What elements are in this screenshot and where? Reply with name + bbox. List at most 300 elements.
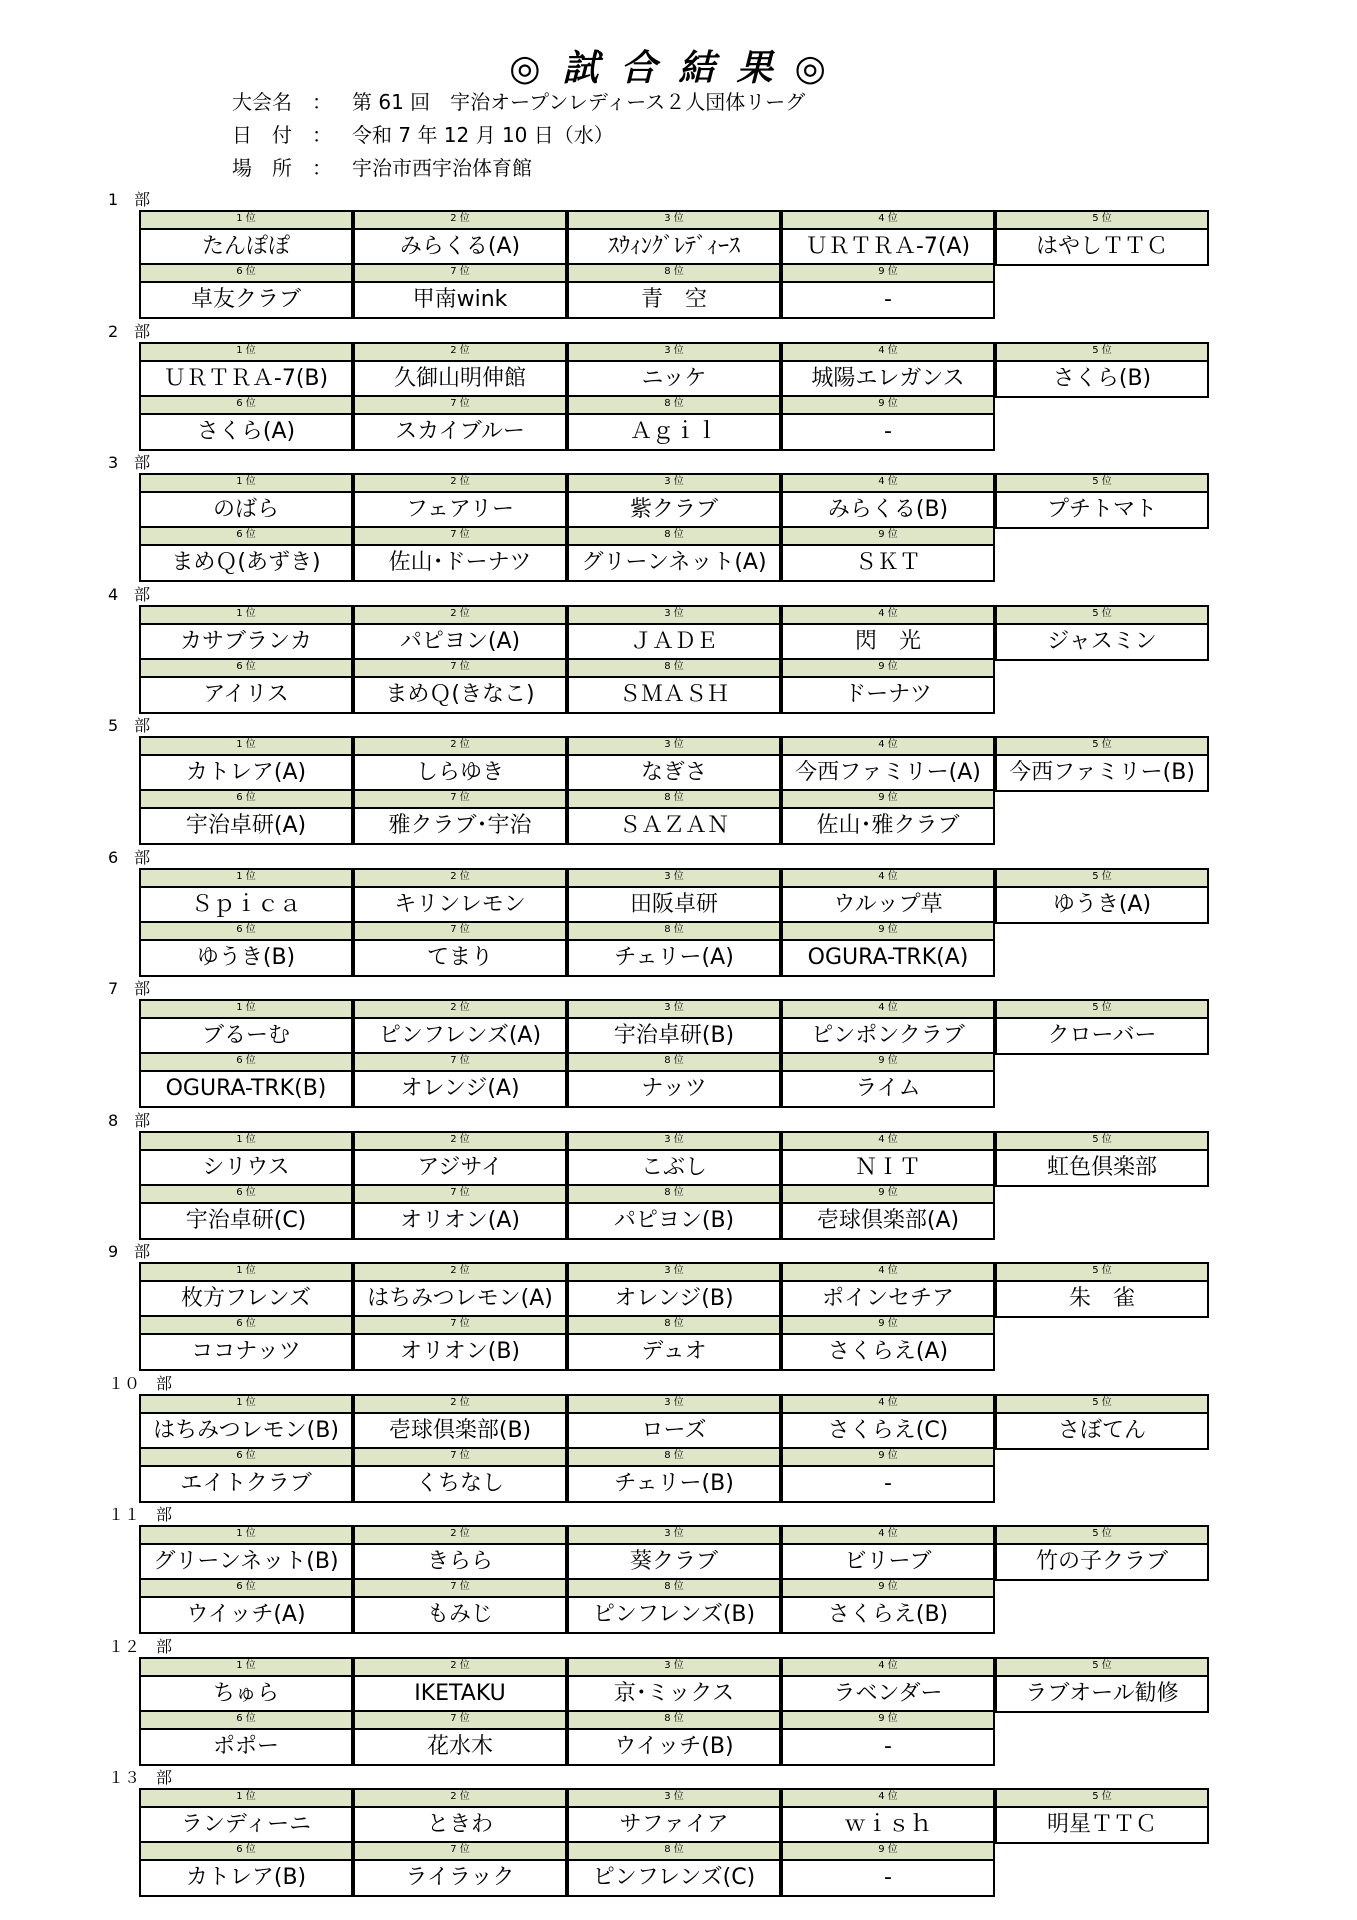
rank-label: 2 位 (355, 738, 565, 756)
team-name: オレンジ(A) (400, 1076, 520, 1101)
team-name: 葵クラブ (629, 1549, 718, 1574)
rank-cell (567, 1131, 781, 1187)
team-name: ウルップ草 (833, 892, 943, 917)
team-name: 京･ミックス (613, 1681, 735, 1706)
team-name: さくら(B) (1052, 366, 1152, 391)
team-name: ジャスミン (1047, 629, 1157, 654)
rank-label: 4 位 (783, 212, 993, 230)
date-label: 日 付 (232, 123, 292, 147)
rank-label: 7 位 (355, 528, 565, 546)
rank-cell (353, 1131, 567, 1187)
rank-cell (353, 1315, 567, 1371)
rank-label: 5 位 (997, 870, 1207, 888)
team-name: はちみつレモン(B) (153, 1418, 339, 1443)
division-label: 8 部 (108, 1111, 151, 1130)
rank-label: 8 位 (569, 1186, 779, 1204)
rank-cell (995, 1525, 1209, 1581)
team-name: ＳＫＴ (854, 550, 921, 575)
team-name: 紫クラブ (629, 497, 718, 522)
rank-cell (567, 526, 781, 582)
rank-cell (781, 1578, 995, 1634)
team-name: オリオン(A) (400, 1208, 520, 1233)
rank-cell (353, 1578, 567, 1634)
rank-cell (567, 1315, 781, 1371)
team-name: ライラック (405, 1865, 515, 1890)
team-name: パピヨン(B) (613, 1208, 735, 1233)
rank-label: 7 位 (355, 1317, 565, 1335)
rank-cell (353, 210, 567, 266)
team-name: プチトマト (1046, 497, 1157, 522)
division-7 (0, 979, 1357, 1110)
rank-cell (995, 1788, 1209, 1844)
rank-label: 4 位 (783, 1790, 993, 1808)
rank-label: 2 位 (355, 870, 565, 888)
rank-cell (567, 1578, 781, 1634)
rank-cell (567, 1394, 781, 1450)
team-name: スカイブルー (395, 419, 525, 444)
rank-label: 9 位 (783, 660, 993, 678)
rank-label: 1 位 (141, 1133, 351, 1151)
colon: ： (312, 123, 332, 147)
team-name: ポポー (212, 1734, 279, 1759)
rank-cell (353, 1841, 567, 1897)
rank-label: 4 位 (783, 1396, 993, 1414)
rank-label: 3 位 (569, 344, 779, 362)
rank-cell (139, 999, 353, 1055)
rank-cell (781, 1788, 995, 1844)
date-value: 令和 7 年 12 月 10 日（水） (352, 123, 614, 147)
team-name: しらゆき (415, 760, 504, 785)
team-name: クローバー (1047, 1023, 1157, 1048)
division-label: １１ 部 (108, 1505, 173, 1524)
rank-label: 9 位 (783, 1054, 993, 1072)
team-name: OGURA-TRK(B) (165, 1076, 327, 1101)
division-1 (0, 190, 1357, 321)
team-name: パピヨン(A) (399, 629, 521, 654)
rank-label: 1 位 (141, 607, 351, 625)
rank-cell (353, 999, 567, 1055)
rank-cell (353, 1710, 567, 1766)
rank-cell (781, 1710, 995, 1766)
tournament-name-value: 第 61 回 宇治オープンレディース２人団体リーグ (352, 90, 806, 114)
rank-label: 6 位 (141, 1054, 351, 1072)
rank-cell (567, 210, 781, 266)
team-name: アジサイ (417, 1155, 503, 1180)
team-name: グリーンネット(A) (581, 550, 767, 575)
rank-label: 8 位 (569, 660, 779, 678)
rank-cell (139, 789, 353, 845)
rank-label: 3 位 (569, 1133, 779, 1151)
rank-label: 9 位 (783, 1449, 993, 1467)
division-label: １０ 部 (108, 1374, 173, 1393)
rank-cell (781, 868, 995, 924)
rank-label: 5 位 (997, 1133, 1207, 1151)
rank-cell (139, 1315, 353, 1371)
rank-label: 6 位 (141, 923, 351, 941)
rank-cell (139, 263, 353, 319)
rank-label: 5 位 (997, 344, 1207, 362)
rank-label: 6 位 (141, 1712, 351, 1730)
division-3 (0, 453, 1357, 584)
rank-cell (139, 1394, 353, 1450)
rank-cell (567, 1052, 781, 1108)
rank-label: 5 位 (997, 475, 1207, 493)
team-name: さくらえ(C) (827, 1418, 949, 1443)
team-name: ウイッチ(B) (614, 1734, 734, 1759)
rank-cell (139, 1131, 353, 1187)
team-name: もみじ (426, 1602, 493, 1627)
team-name: 宇治卓研(C) (185, 1208, 307, 1233)
rank-cell (567, 1788, 781, 1844)
rank-cell (139, 526, 353, 582)
team-name: 佐山･雅クラブ (816, 813, 960, 838)
rank-label: 3 位 (569, 1659, 779, 1677)
page-title: ◎試合結果◎ (509, 48, 848, 89)
venue-value: 宇治市西宇治体育館 (352, 156, 532, 180)
rank-cell (995, 1657, 1209, 1713)
team-name: ライム (855, 1076, 921, 1101)
team-name: 今西ファミリー(B) (1009, 760, 1195, 785)
team-name: 枚方フレンズ (181, 1286, 311, 1311)
team-name: 宇治卓研(B) (613, 1023, 735, 1048)
division-10 (0, 1374, 1357, 1505)
division-11 (0, 1505, 1357, 1636)
team-name: 卓友クラブ (190, 287, 301, 312)
rank-label: 4 位 (783, 607, 993, 625)
rank-label: 8 位 (569, 265, 779, 283)
rank-label: 1 位 (141, 1659, 351, 1677)
rank-label: 5 位 (997, 1264, 1207, 1282)
rank-cell (139, 1184, 353, 1240)
rank-label: 2 位 (355, 344, 565, 362)
rank-cell (353, 736, 567, 792)
rank-cell (139, 658, 353, 714)
division-label: 7 部 (108, 979, 151, 998)
rank-cell (567, 473, 781, 529)
team-name: - (884, 287, 892, 312)
team-name: きらら (426, 1549, 493, 1574)
team-name: チェリー(A) (614, 945, 734, 970)
division-9 (0, 1242, 1357, 1373)
rank-cell (567, 1525, 781, 1581)
rank-cell (781, 921, 995, 977)
rank-label: 4 位 (783, 1001, 993, 1019)
team-name: シリウス (202, 1155, 290, 1180)
team-name: キリンレモン (394, 892, 526, 917)
rank-label: 2 位 (355, 475, 565, 493)
division-2 (0, 322, 1357, 453)
rank-cell (995, 1394, 1209, 1450)
rank-label: 5 位 (997, 1001, 1207, 1019)
rank-cell (567, 342, 781, 398)
team-name: ちゅら (212, 1681, 279, 1706)
team-name: ＪＡＤＥ (629, 629, 718, 654)
rank-cell (139, 1262, 353, 1318)
rank-label: 9 位 (783, 1186, 993, 1204)
rank-cell (781, 789, 995, 845)
team-name: みらくる(A) (399, 234, 521, 259)
rank-label: 8 位 (569, 1580, 779, 1598)
rank-label: 1 位 (141, 1396, 351, 1414)
rank-cell (995, 210, 1209, 266)
team-name: のばら (212, 497, 279, 522)
rank-label: 2 位 (355, 212, 565, 230)
team-name: フェアリー (405, 497, 515, 522)
team-name: 壱球倶楽部(B) (388, 1418, 532, 1443)
team-name: ピンフレンズ(B) (592, 1602, 756, 1627)
team-name: オレンジ(B) (614, 1286, 734, 1311)
rank-label: 3 位 (569, 1001, 779, 1019)
rank-cell (567, 1262, 781, 1318)
rank-label: 3 位 (569, 1790, 779, 1808)
division-label: 3 部 (108, 453, 151, 472)
rank-cell (353, 1262, 567, 1318)
rank-cell (139, 868, 353, 924)
rank-cell (353, 789, 567, 845)
rank-label: 5 位 (997, 1527, 1207, 1545)
rank-cell (995, 868, 1209, 924)
rank-cell (567, 263, 781, 319)
rank-cell (353, 395, 567, 451)
team-name: まめＱ(あずき) (171, 550, 321, 575)
rank-cell (139, 1710, 353, 1766)
rank-cell (353, 1052, 567, 1108)
rank-cell (781, 658, 995, 714)
rank-label: 1 位 (141, 1527, 351, 1545)
rank-label: 8 位 (569, 1449, 779, 1467)
team-name: 佐山･ドーナツ (388, 550, 532, 575)
division-5 (0, 716, 1357, 847)
team-name: ココナッツ (191, 1339, 301, 1364)
rank-label: 3 位 (569, 738, 779, 756)
rank-label: 9 位 (783, 1843, 993, 1861)
team-name: サファイア (619, 1812, 729, 1837)
rank-cell (781, 1394, 995, 1450)
rank-label: 5 位 (997, 1396, 1207, 1414)
team-name: さくら(A) (196, 419, 296, 444)
rank-label: 6 位 (141, 397, 351, 415)
division-label: 1 部 (108, 190, 151, 209)
rank-cell (995, 736, 1209, 792)
rank-cell (353, 1184, 567, 1240)
rank-label: 5 位 (997, 212, 1207, 230)
rank-label: 3 位 (569, 607, 779, 625)
rank-cell (139, 342, 353, 398)
rank-cell (353, 921, 567, 977)
rank-label: 4 位 (783, 344, 993, 362)
division-13 (0, 1768, 1357, 1899)
team-name: - (884, 1734, 892, 1759)
rank-cell (567, 789, 781, 845)
rank-cell (781, 395, 995, 451)
team-name: さくらえ(B) (827, 1602, 949, 1627)
team-name: こぶし (640, 1155, 707, 1180)
rank-label: 4 位 (783, 870, 993, 888)
rank-cell (781, 1657, 995, 1713)
rank-label: 7 位 (355, 1580, 565, 1598)
rank-label: 9 位 (783, 265, 993, 283)
rank-label: 6 位 (141, 265, 351, 283)
rank-cell (781, 605, 995, 661)
rank-cell (353, 263, 567, 319)
team-name: ウイッチ(A) (186, 1602, 306, 1627)
rank-cell (781, 1262, 995, 1318)
division-6 (0, 848, 1357, 979)
team-name: 久御山明伸館 (393, 366, 526, 391)
rank-cell (567, 395, 781, 451)
rank-cell (995, 605, 1209, 661)
rank-label: 8 位 (569, 791, 779, 809)
rank-cell (353, 342, 567, 398)
rank-cell (567, 1841, 781, 1897)
rank-label: 3 位 (569, 212, 779, 230)
team-name: ＵＲＴＲＡ-7(B) (163, 366, 329, 391)
team-name: ＮＩＴ (854, 1155, 921, 1180)
rank-cell (781, 1447, 995, 1503)
team-name: 明星ＴＴＣ (1046, 1812, 1157, 1837)
team-name: アイリス (203, 682, 289, 707)
venue-label: 場 所 (232, 156, 292, 180)
rank-label: 8 位 (569, 923, 779, 941)
division-label: 5 部 (108, 716, 151, 735)
team-name: デュオ (641, 1339, 707, 1364)
rank-label: 1 位 (141, 344, 351, 362)
team-name: はやしＴＴＣ (1035, 234, 1168, 259)
division-4 (0, 585, 1357, 716)
rank-cell (353, 1657, 567, 1713)
team-name: 壱球倶楽部(A) (816, 1208, 960, 1233)
rank-label: 1 位 (141, 1264, 351, 1282)
team-name: くちなし (415, 1471, 504, 1496)
rank-cell (567, 658, 781, 714)
rank-cell (139, 736, 353, 792)
rank-cell (353, 605, 567, 661)
rank-cell (567, 736, 781, 792)
team-name: ランディーニ (180, 1812, 312, 1837)
rank-label: 4 位 (783, 738, 993, 756)
rank-label: 5 位 (997, 1790, 1207, 1808)
rank-cell (995, 342, 1209, 398)
rank-cell (781, 1131, 995, 1187)
rank-label: 3 位 (569, 1264, 779, 1282)
team-name: ｽｳｨﾝｸﾞﾚﾃﾞｨｰｽ (607, 234, 740, 259)
rank-label: 1 位 (141, 1001, 351, 1019)
team-name: 甲南wink (412, 287, 508, 312)
team-name: ＳＡＺＡＮ (618, 813, 729, 838)
rank-cell (353, 1394, 567, 1450)
team-name: カトレア(A) (185, 760, 307, 785)
rank-cell (567, 999, 781, 1055)
rank-label: 9 位 (783, 791, 993, 809)
rank-label: 9 位 (783, 1317, 993, 1335)
rank-cell (353, 868, 567, 924)
rank-label: 9 位 (783, 1580, 993, 1598)
rank-label: 4 位 (783, 1527, 993, 1545)
division-label: 9 部 (108, 1242, 151, 1261)
division-label: 6 部 (108, 848, 151, 867)
rank-cell (353, 526, 567, 582)
team-name: 虹色倶楽部 (1046, 1155, 1157, 1180)
team-name: カトレア(B) (185, 1865, 307, 1890)
rank-label: 1 位 (141, 1790, 351, 1808)
rank-cell (781, 526, 995, 582)
team-name: ピンポンクラブ (811, 1023, 965, 1048)
rank-label: 7 位 (355, 1843, 565, 1861)
rank-label: 5 位 (997, 607, 1207, 625)
rank-label: 3 位 (569, 475, 779, 493)
rank-label: 4 位 (783, 1133, 993, 1151)
rank-cell (139, 1447, 353, 1503)
team-name: ピンフレンズ(A) (378, 1023, 542, 1048)
rank-label: 4 位 (783, 1264, 993, 1282)
rank-label: 2 位 (355, 1264, 565, 1282)
rank-label: 1 位 (141, 475, 351, 493)
team-name: IKETAKU (414, 1681, 506, 1706)
rank-label: 6 位 (141, 1580, 351, 1598)
rank-cell (353, 658, 567, 714)
rank-cell (139, 473, 353, 529)
team-name: Ｓｐｉｃａ (190, 892, 301, 917)
team-name: 閃 光 (854, 629, 921, 654)
team-name: 今西ファミリー(A) (795, 760, 981, 785)
division-12 (0, 1637, 1357, 1768)
rank-cell (781, 1525, 995, 1581)
team-name: ラベンダー (833, 1681, 943, 1706)
rank-label: 3 位 (569, 1396, 779, 1414)
colon: ： (312, 156, 332, 180)
rank-label: 6 位 (141, 1317, 351, 1335)
rank-label: 6 位 (141, 1186, 351, 1204)
rank-label: 9 位 (783, 1712, 993, 1730)
rank-label: 1 位 (141, 870, 351, 888)
team-name: ゆうき(B) (196, 945, 296, 970)
rank-cell (567, 1710, 781, 1766)
rank-cell (353, 1788, 567, 1844)
rank-cell (139, 1788, 353, 1844)
team-name: ラブオール勧修 (1025, 1681, 1179, 1706)
rank-label: 2 位 (355, 1001, 565, 1019)
rank-label: 6 位 (141, 528, 351, 546)
team-name: なぎさ (640, 760, 707, 785)
rank-cell (567, 605, 781, 661)
team-name: てまり (426, 945, 493, 970)
team-name: 花水木 (426, 1734, 493, 1759)
rank-label: 8 位 (569, 528, 779, 546)
rank-label: 6 位 (141, 791, 351, 809)
team-name: ｗｉｓｈ (843, 1812, 932, 1837)
team-name: 青 空 (640, 287, 707, 312)
rank-label: 4 位 (783, 1659, 993, 1677)
rank-label: 2 位 (355, 1527, 565, 1545)
rank-cell (139, 1841, 353, 1897)
team-name: 城陽エレガンス (811, 366, 965, 391)
rank-label: 6 位 (141, 1449, 351, 1467)
team-name: エイトクラブ (180, 1471, 312, 1496)
team-name: ニッケ (641, 366, 707, 391)
rank-label: 2 位 (355, 1790, 565, 1808)
team-name: ピンフレンズ(C) (592, 1865, 756, 1890)
rank-label: 8 位 (569, 1843, 779, 1861)
rank-label: 9 位 (783, 528, 993, 546)
rank-label: 1 位 (141, 212, 351, 230)
rank-cell (781, 342, 995, 398)
team-name: グリーンネット(B) (153, 1549, 339, 1574)
rank-cell (139, 1052, 353, 1108)
team-name: オリオン(B) (399, 1339, 521, 1364)
rank-label: 8 位 (569, 397, 779, 415)
rank-label: 3 位 (569, 870, 779, 888)
team-name: はちみつレモン(A) (367, 1286, 553, 1311)
